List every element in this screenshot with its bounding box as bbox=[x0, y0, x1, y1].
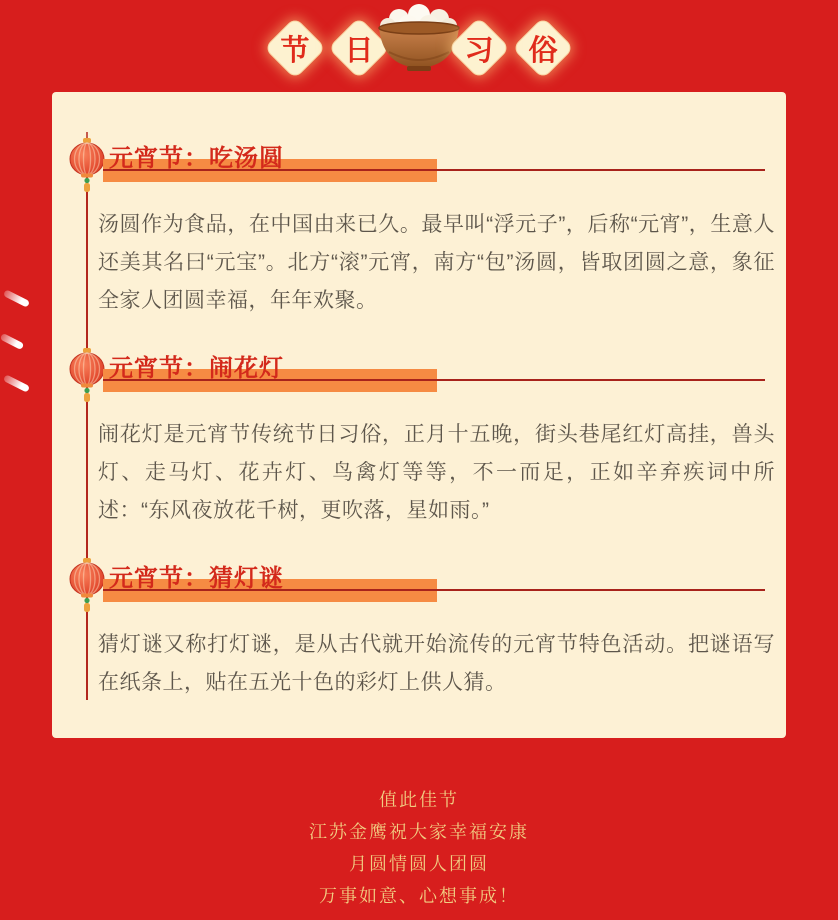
badge-su bbox=[514, 19, 572, 77]
section-body: 闹花灯是元宵节传统节日习俗，正月十五晚，街头巷尾红灯高挂，兽头灯、走马灯、花卉灯、鸟禽灯等等，不一而足，正如辛弃疾词中所述：“东风夜放花千树，更吹落，星如雨。” bbox=[98, 423, 775, 522]
badge-char: 俗 bbox=[528, 34, 558, 67]
badge-char: 节 bbox=[280, 34, 310, 67]
section-body: 猜灯谜又称打灯谜，是从古代就开始流传的元宵节特色活动。把谜语写在纸条上，贴在五光十色的彩灯上供人猜。 bbox=[98, 633, 775, 694]
blessing-line-3: 月圆情圆人团圆 bbox=[349, 854, 489, 874]
badge-xi bbox=[450, 19, 508, 77]
blessing-line-2: 江苏金鹰祝大家幸福安康 bbox=[309, 822, 529, 842]
badge-jie bbox=[266, 19, 324, 77]
header-title-badges bbox=[0, 0, 838, 86]
sparkle-streak-icon bbox=[3, 289, 30, 307]
blessing-line-4: 万事如意、心想事成！ bbox=[319, 886, 519, 906]
lantern-icon bbox=[68, 132, 106, 196]
lantern-icon bbox=[68, 342, 106, 406]
section-title: 元宵节：猜灯谜 bbox=[109, 565, 284, 592]
section-caidengmi bbox=[52, 558, 786, 758]
content-card bbox=[52, 92, 786, 738]
blessing-line-1: 值此佳节 bbox=[379, 790, 459, 810]
sparkle-streak-icon bbox=[0, 333, 24, 350]
badge-char: 习 bbox=[464, 34, 494, 67]
section-title: 元宵节：吃汤圆 bbox=[109, 145, 284, 172]
section-chitangyuan bbox=[52, 138, 786, 338]
footer-blessing bbox=[0, 784, 838, 912]
section-naohuadeng bbox=[52, 348, 786, 548]
section-title: 元宵节：闹花灯 bbox=[109, 355, 284, 382]
badge-char: 日 bbox=[344, 34, 374, 67]
sparkle-streak-icon bbox=[3, 374, 30, 392]
section-body: 汤圆作为食品，在中国由来已久。最早叫“浮元子”，后称“元宵”，生意人还美其名曰“元宝”。北方“滚”元宵，南方“包”汤圆，皆取团圆之意，象征全家人团圆幸福，年年欢聚。 bbox=[98, 213, 775, 312]
lantern-icon bbox=[68, 552, 106, 616]
